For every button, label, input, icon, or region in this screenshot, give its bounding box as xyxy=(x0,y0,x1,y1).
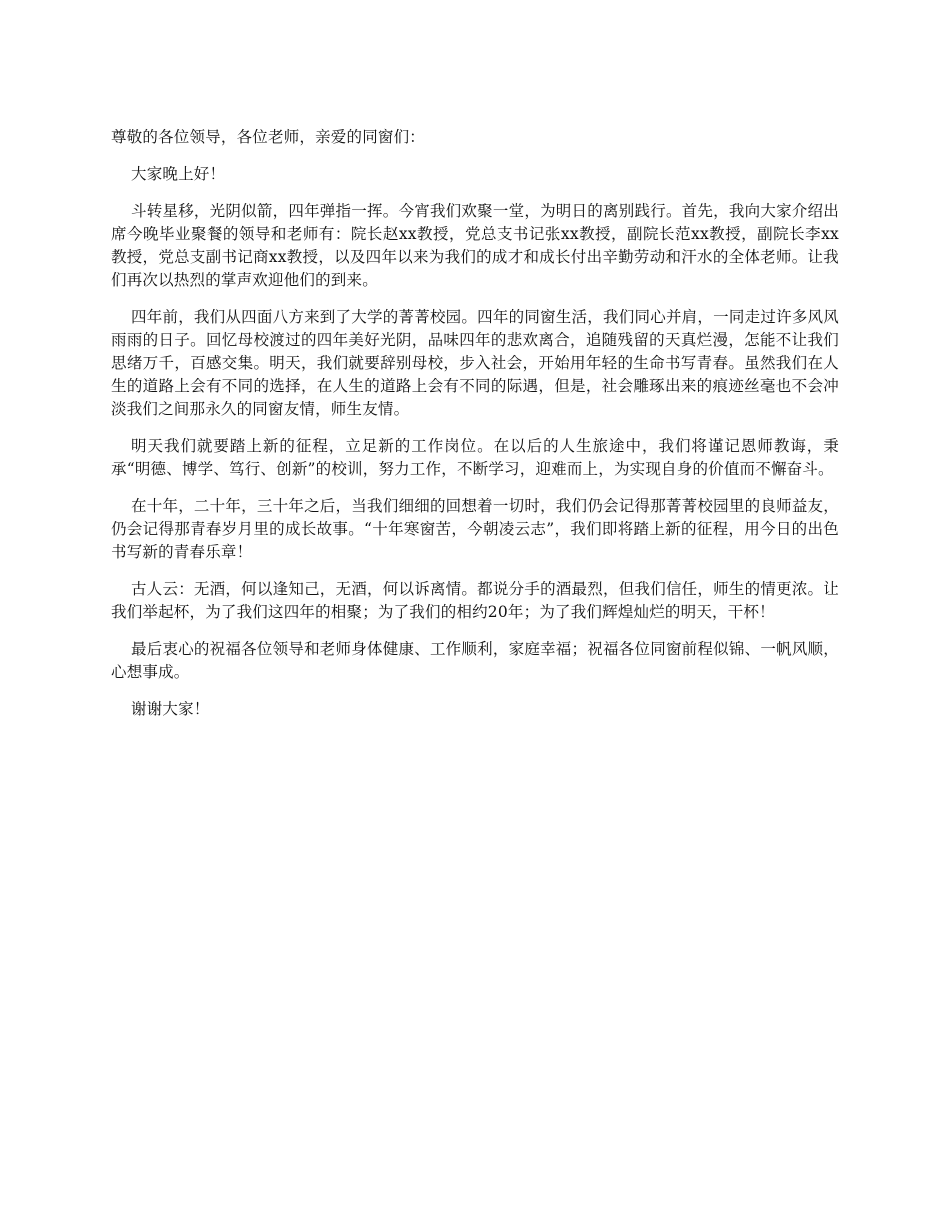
greeting-paragraph: 大家晚上好！ xyxy=(131,165,226,183)
memories-paragraph: 四年前，我们从四面八方来到了大学的菁菁校园。四年的同窗生活，我们同心并肩，一同走过许多风风雨雨的日子。回忆母校渡过的四年美好光阴，品味四年的悲欢离合，追随残留的天真烂漫，怎能不让我们思绪万千，百感交集。明天，我们就要辞别母校，步入社会，开始用年轻的生命书写青春。虽然我们在人生的道路上会有不同的选择，在人生的道路上会有不同的际遇，但是，社会雕琢出来的痕迹丝毫也不会冲淡我们之间那永久的同窗友情，师生友情。 xyxy=(111,308,839,418)
salutation: 尊敬的各位领导，各位老师，亲爱的同窗们： xyxy=(111,128,426,146)
closing-paragraph: 谢谢大家！ xyxy=(131,700,210,718)
reflection-paragraph: 在十年，二十年，三十年之后，当我们细细的回想着一切时，我们仍会记得那菁菁校园里的良师益友，仍会记得那青春岁月里的成长故事。“十年寒窗苦，今朝凌云志”，我们即将踏上新的征程，用今日的出色书写新的青春乐章！ xyxy=(111,497,839,561)
toast-paragraph: 古人云：无酒，何以逢知己，无酒，何以诉离情。都说分手的酒最烈，但我们信任，师生的情更浓。让我们举起杯，为了我们这四年的相聚；为了我们的相约20年；为了我们辉煌灿烂的明天，干杯！ xyxy=(111,580,839,621)
blessing-paragraph: 最后衷心的祝福各位领导和老师身体健康、工作顺利，家庭幸福；祝福各位同窗前程似锦、一帆风顺，心想事成。 xyxy=(111,640,839,681)
document-body xyxy=(111,126,839,735)
future-paragraph: 明天我们就要踏上新的征程，立足新的工作岗位。在以后的人生旅途中，我们将谨记恩师教诲，秉承“明德、博学、笃行、创新”的校训，努力工作，不断学习，迎难而上，为实现自身的价值而不懈奋斗。 xyxy=(111,437,839,478)
introduction-paragraph: 斗转星移，光阴似箭，四年弹指一挥。今宵我们欢聚一堂，为明日的离别践行。首先，我向大家介绍出席今晚毕业聚餐的领导和老师有：院长赵xx教授，党总支书记张xx教授，副院长范xx教授，副院长李xx教授，党总支副书记商xx教授，以及四年以来为我们的成才和成长付出辛勤劳动和汗水的全体老师。让我们再次以热烈的掌声欢迎他们的到来。 xyxy=(111,202,839,289)
